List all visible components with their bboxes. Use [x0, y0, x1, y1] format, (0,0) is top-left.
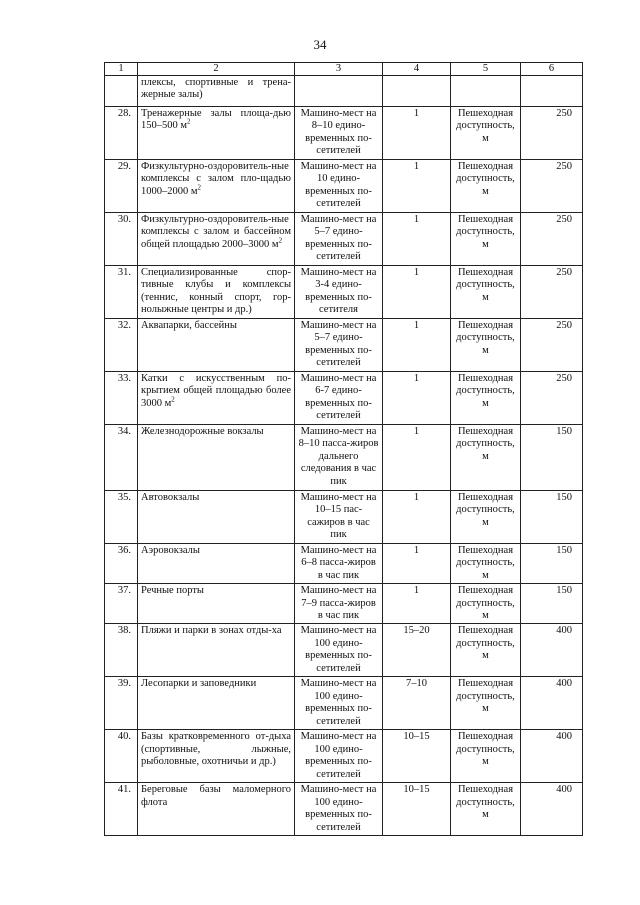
count-cell	[383, 107, 451, 160]
count-text: 1	[413, 161, 420, 172]
distance-text: 250	[556, 320, 572, 331]
row-number-text: 39.	[117, 678, 131, 690]
count-text: 1	[413, 545, 420, 556]
unit-cell	[295, 319, 383, 372]
row-number-text: 35.	[117, 492, 131, 503]
facility-name-text: Физкультурно-оздоровитель-ные комплексы с залом пло-щадью 1000–2000 м	[141, 161, 291, 197]
facility-name-text: Тренажерные залы площа-дью 150–500 м	[141, 108, 291, 132]
row-number-cell	[105, 544, 138, 584]
facility-name-cell	[138, 677, 295, 730]
unit-text: Машино-мест на 100 едино-временных по-сетителей	[300, 678, 377, 727]
facility-name-text: Базы кратковременного от-дыха (спортивные, лыжные, рыболовные, охотничьи и др.)	[141, 731, 291, 768]
row-number-text: 28.	[117, 108, 131, 119]
facility-name-cell	[138, 425, 295, 491]
page-number: 34	[313, 37, 327, 52]
unit-cell	[295, 624, 383, 677]
distance-text: 150	[556, 492, 572, 503]
access-cell	[451, 160, 521, 213]
distance-text: 250	[556, 267, 572, 278]
row-number-cell	[105, 584, 138, 624]
unit-cell	[295, 544, 383, 584]
distance-cell	[521, 783, 583, 836]
row-number-cell	[105, 425, 138, 491]
count-cell	[383, 425, 451, 491]
distance-cell	[521, 677, 583, 730]
access-cell	[451, 266, 521, 319]
count-text: 1	[413, 373, 420, 384]
access-cell	[451, 544, 521, 584]
distance-cell	[521, 730, 583, 783]
facility-name-cell	[138, 160, 295, 213]
unit-text: Машино-мест на 10 едино-временных по-сетителей	[300, 161, 377, 210]
row-number-cell	[105, 783, 138, 836]
count-cell	[383, 730, 451, 783]
facility-name-text: Физкультурно-оздоровитель-ные комплексы с залом и бассейном общей площадью 2000–3000 м	[141, 214, 291, 250]
row-number-cell	[105, 266, 138, 319]
area-unit-superscript: 2	[278, 236, 283, 245]
continuation-row	[105, 76, 583, 107]
access-cell	[451, 213, 521, 266]
access-text: Пешеходная доступность, м	[456, 678, 515, 715]
row-number-text: 36.	[117, 545, 131, 556]
column-number: 3	[295, 63, 383, 76]
column-number: 2	[138, 63, 295, 76]
unit-cell	[295, 372, 383, 425]
distance-cell	[521, 372, 583, 425]
row-number-cell	[105, 730, 138, 783]
row-number-cell	[105, 491, 138, 544]
distance-cell	[521, 544, 583, 584]
count-text: 1	[413, 267, 420, 278]
unit-text: Машино-мест на 100 едино-временных по-сетителей	[300, 731, 377, 780]
row-number-text: 29.	[117, 161, 131, 172]
unit-text: Машино-мест на 5–7 едино-временных по-сетителей	[300, 320, 377, 369]
row-number-text: 38.	[117, 625, 131, 637]
distance-cell	[521, 624, 583, 677]
access-text: Пешеходная доступность, м	[456, 267, 515, 303]
facility-name-text: Речные порты	[141, 585, 204, 597]
facility-name-text: Лесопарки и заповедники	[141, 678, 257, 690]
facility-name-cell	[138, 319, 295, 372]
unit-cell	[295, 213, 383, 266]
access-text: Пешеходная доступность, м	[456, 320, 515, 356]
distance-cell	[521, 425, 583, 491]
parking-norms-table	[104, 62, 583, 836]
table-row	[105, 372, 583, 425]
distance-text: 250	[556, 214, 572, 225]
facility-name-text: Железнодорожные вокзалы	[141, 426, 264, 437]
row-number-text: 31.	[117, 267, 131, 278]
count-text: 1	[413, 108, 420, 119]
facility-name-cell	[138, 266, 295, 319]
unit-cell	[295, 584, 383, 624]
count-cell	[383, 319, 451, 372]
distance-cell	[521, 266, 583, 319]
access-text: Пешеходная доступность, м	[456, 161, 515, 197]
distance-text: 150	[556, 545, 572, 556]
unit-cell	[295, 730, 383, 783]
access-text: Пешеходная доступность, м	[456, 585, 515, 622]
row-number-text: 32.	[117, 320, 131, 331]
row-number-text: 37.	[117, 585, 131, 597]
count-text: 15–20	[403, 625, 430, 637]
column-number-row	[105, 63, 583, 76]
unit-cell	[295, 76, 383, 107]
facility-name-text: Аэровокзалы	[141, 545, 200, 556]
access-cell	[451, 319, 521, 372]
column-number: 1	[105, 63, 138, 76]
unit-text: Машино-мест на 7–9 пасса-жиров в час пик	[300, 585, 377, 622]
access-cell	[451, 730, 521, 783]
facility-name-cell	[138, 584, 295, 624]
distance-cell	[521, 107, 583, 160]
access-text: Пешеходная доступность, м	[456, 784, 515, 821]
distance-text: 400	[556, 784, 572, 796]
count-cell	[383, 783, 451, 836]
count-cell	[383, 624, 451, 677]
facility-name-cell	[138, 491, 295, 544]
distance-text: 250	[556, 373, 572, 384]
row-number-text: 34.	[117, 426, 131, 437]
row-number-text: 33.	[117, 373, 131, 384]
access-cell	[451, 783, 521, 836]
facility-name-cell	[138, 783, 295, 836]
count-cell	[383, 584, 451, 624]
unit-text: Машино-мест на 3-4 едино-временных по-сетителя	[300, 267, 377, 316]
facility-name-cell	[138, 730, 295, 783]
table-row	[105, 491, 583, 544]
table-row	[105, 783, 583, 836]
facility-name-cell	[138, 372, 295, 425]
facility-name-text: Автовокзалы	[141, 492, 200, 503]
facility-name-cell: плексы, спортивные и трена-жерные залы)	[138, 76, 295, 107]
unit-cell	[295, 491, 383, 544]
row-number-text: 41.	[117, 784, 131, 796]
table-row	[105, 544, 583, 584]
unit-cell	[295, 425, 383, 491]
column-number: 4	[383, 63, 451, 76]
count-text: 1	[413, 214, 420, 225]
facility-name-cell	[138, 107, 295, 160]
distance-text: 400	[556, 625, 572, 637]
facility-name-text: Специализированные спор-тивные клубы и комплексы (теннис, конный спорт, гор-нолыжные центры и др.)	[141, 267, 291, 316]
unit-cell	[295, 107, 383, 160]
table-row	[105, 730, 583, 783]
access-cell	[451, 624, 521, 677]
unit-text: Машино-мест на 8–10 пасса-жиров дальнего следования в час пик	[298, 426, 379, 487]
table-row	[105, 266, 583, 319]
facility-name-text: Пляжи и парки в зонах отды-ха	[141, 625, 282, 637]
table-row	[105, 624, 583, 677]
unit-cell	[295, 783, 383, 836]
unit-text: Машино-мест на 100 едино-временных по-сетителей	[300, 625, 377, 674]
access-text: Пешеходная доступность, м	[456, 108, 515, 144]
unit-text: Машино-мест на 100 едино-временных по-сетителей	[300, 784, 377, 833]
distance-text: 250	[556, 108, 572, 119]
count-cell	[383, 544, 451, 584]
distance-cell	[521, 160, 583, 213]
unit-text: Машино-мест на 6-7 едино-временных по-сетителей	[300, 373, 377, 422]
row-number-cell	[105, 213, 138, 266]
count-text: 1	[413, 492, 420, 503]
access-cell	[451, 372, 521, 425]
unit-text: Машино-мест на 5–7 едино-временных по-сетителей	[300, 214, 377, 263]
column-number: 6	[521, 63, 583, 76]
row-number-text: 40.	[117, 731, 131, 743]
distance-cell	[521, 319, 583, 372]
column-number: 5	[451, 63, 521, 76]
area-unit-superscript: 2	[197, 183, 202, 192]
distance-cell	[521, 584, 583, 624]
access-text: Пешеходная доступность, м	[456, 373, 515, 409]
table-row	[105, 107, 583, 160]
count-cell	[383, 213, 451, 266]
distance-text: 250	[556, 161, 572, 172]
distance-text: 150	[556, 585, 572, 597]
row-number-cell	[105, 107, 138, 160]
row-number-cell	[105, 76, 138, 107]
facility-name-text: Аквапарки, бассейны	[141, 320, 237, 331]
count-text: 7–10	[406, 678, 427, 690]
unit-cell	[295, 677, 383, 730]
access-cell	[451, 491, 521, 544]
count-cell	[383, 677, 451, 730]
row-number-cell	[105, 160, 138, 213]
access-cell	[451, 584, 521, 624]
table-row	[105, 213, 583, 266]
count-text: 1	[413, 320, 420, 331]
row-number-text: 30.	[117, 214, 131, 225]
distance-cell	[521, 76, 583, 107]
row-number-cell	[105, 372, 138, 425]
table-row	[105, 425, 583, 491]
access-cell	[451, 76, 521, 107]
facility-name-cell	[138, 213, 295, 266]
area-unit-superscript: 2	[171, 395, 175, 404]
area-unit-superscript: 2	[187, 117, 191, 126]
access-cell	[451, 107, 521, 160]
distance-cell	[521, 491, 583, 544]
access-text: Пешеходная доступность, м	[456, 426, 515, 462]
table-row	[105, 677, 583, 730]
access-text: Пешеходная доступность, м	[456, 214, 515, 250]
row-number-cell	[105, 677, 138, 730]
access-cell	[451, 425, 521, 491]
unit-cell	[295, 266, 383, 319]
table-row	[105, 584, 583, 624]
count-text: 10–15	[403, 731, 430, 743]
unit-cell	[295, 160, 383, 213]
unit-text: Машино-мест на 6–8 пасса-жиров в час пик	[300, 545, 377, 581]
facility-name-cell	[138, 544, 295, 584]
count-cell	[383, 160, 451, 213]
access-text: Пешеходная доступность, м	[456, 625, 515, 662]
access-cell	[451, 677, 521, 730]
count-cell	[383, 76, 451, 107]
facility-name-cell	[138, 624, 295, 677]
row-number-cell	[105, 624, 138, 677]
distance-cell	[521, 213, 583, 266]
row-number-cell	[105, 319, 138, 372]
count-cell	[383, 491, 451, 544]
count-text: 1	[413, 426, 420, 437]
count-cell	[383, 372, 451, 425]
count-cell	[383, 266, 451, 319]
distance-text: 400	[556, 731, 572, 743]
access-text: Пешеходная доступность, м	[456, 492, 515, 528]
count-text: 10–15	[403, 784, 430, 796]
distance-text: 400	[556, 678, 572, 690]
distance-text: 150	[556, 426, 572, 437]
access-text: Пешеходная доступность, м	[456, 545, 515, 581]
unit-text: Машино-мест на 10–15 пас-сажиров в час пик	[300, 492, 377, 541]
access-text: Пешеходная доступность, м	[456, 731, 515, 768]
count-text: 1	[413, 585, 420, 597]
unit-text: Машино-мест на 8–10 едино-временных по-сетителей	[300, 108, 377, 157]
table-row	[105, 319, 583, 372]
facility-name-text: Береговые базы маломерного флота	[141, 784, 291, 808]
table-row	[105, 160, 583, 213]
facility-name-text: Катки с искусственным по-крытием общей площадью более 3000 м	[141, 373, 291, 409]
